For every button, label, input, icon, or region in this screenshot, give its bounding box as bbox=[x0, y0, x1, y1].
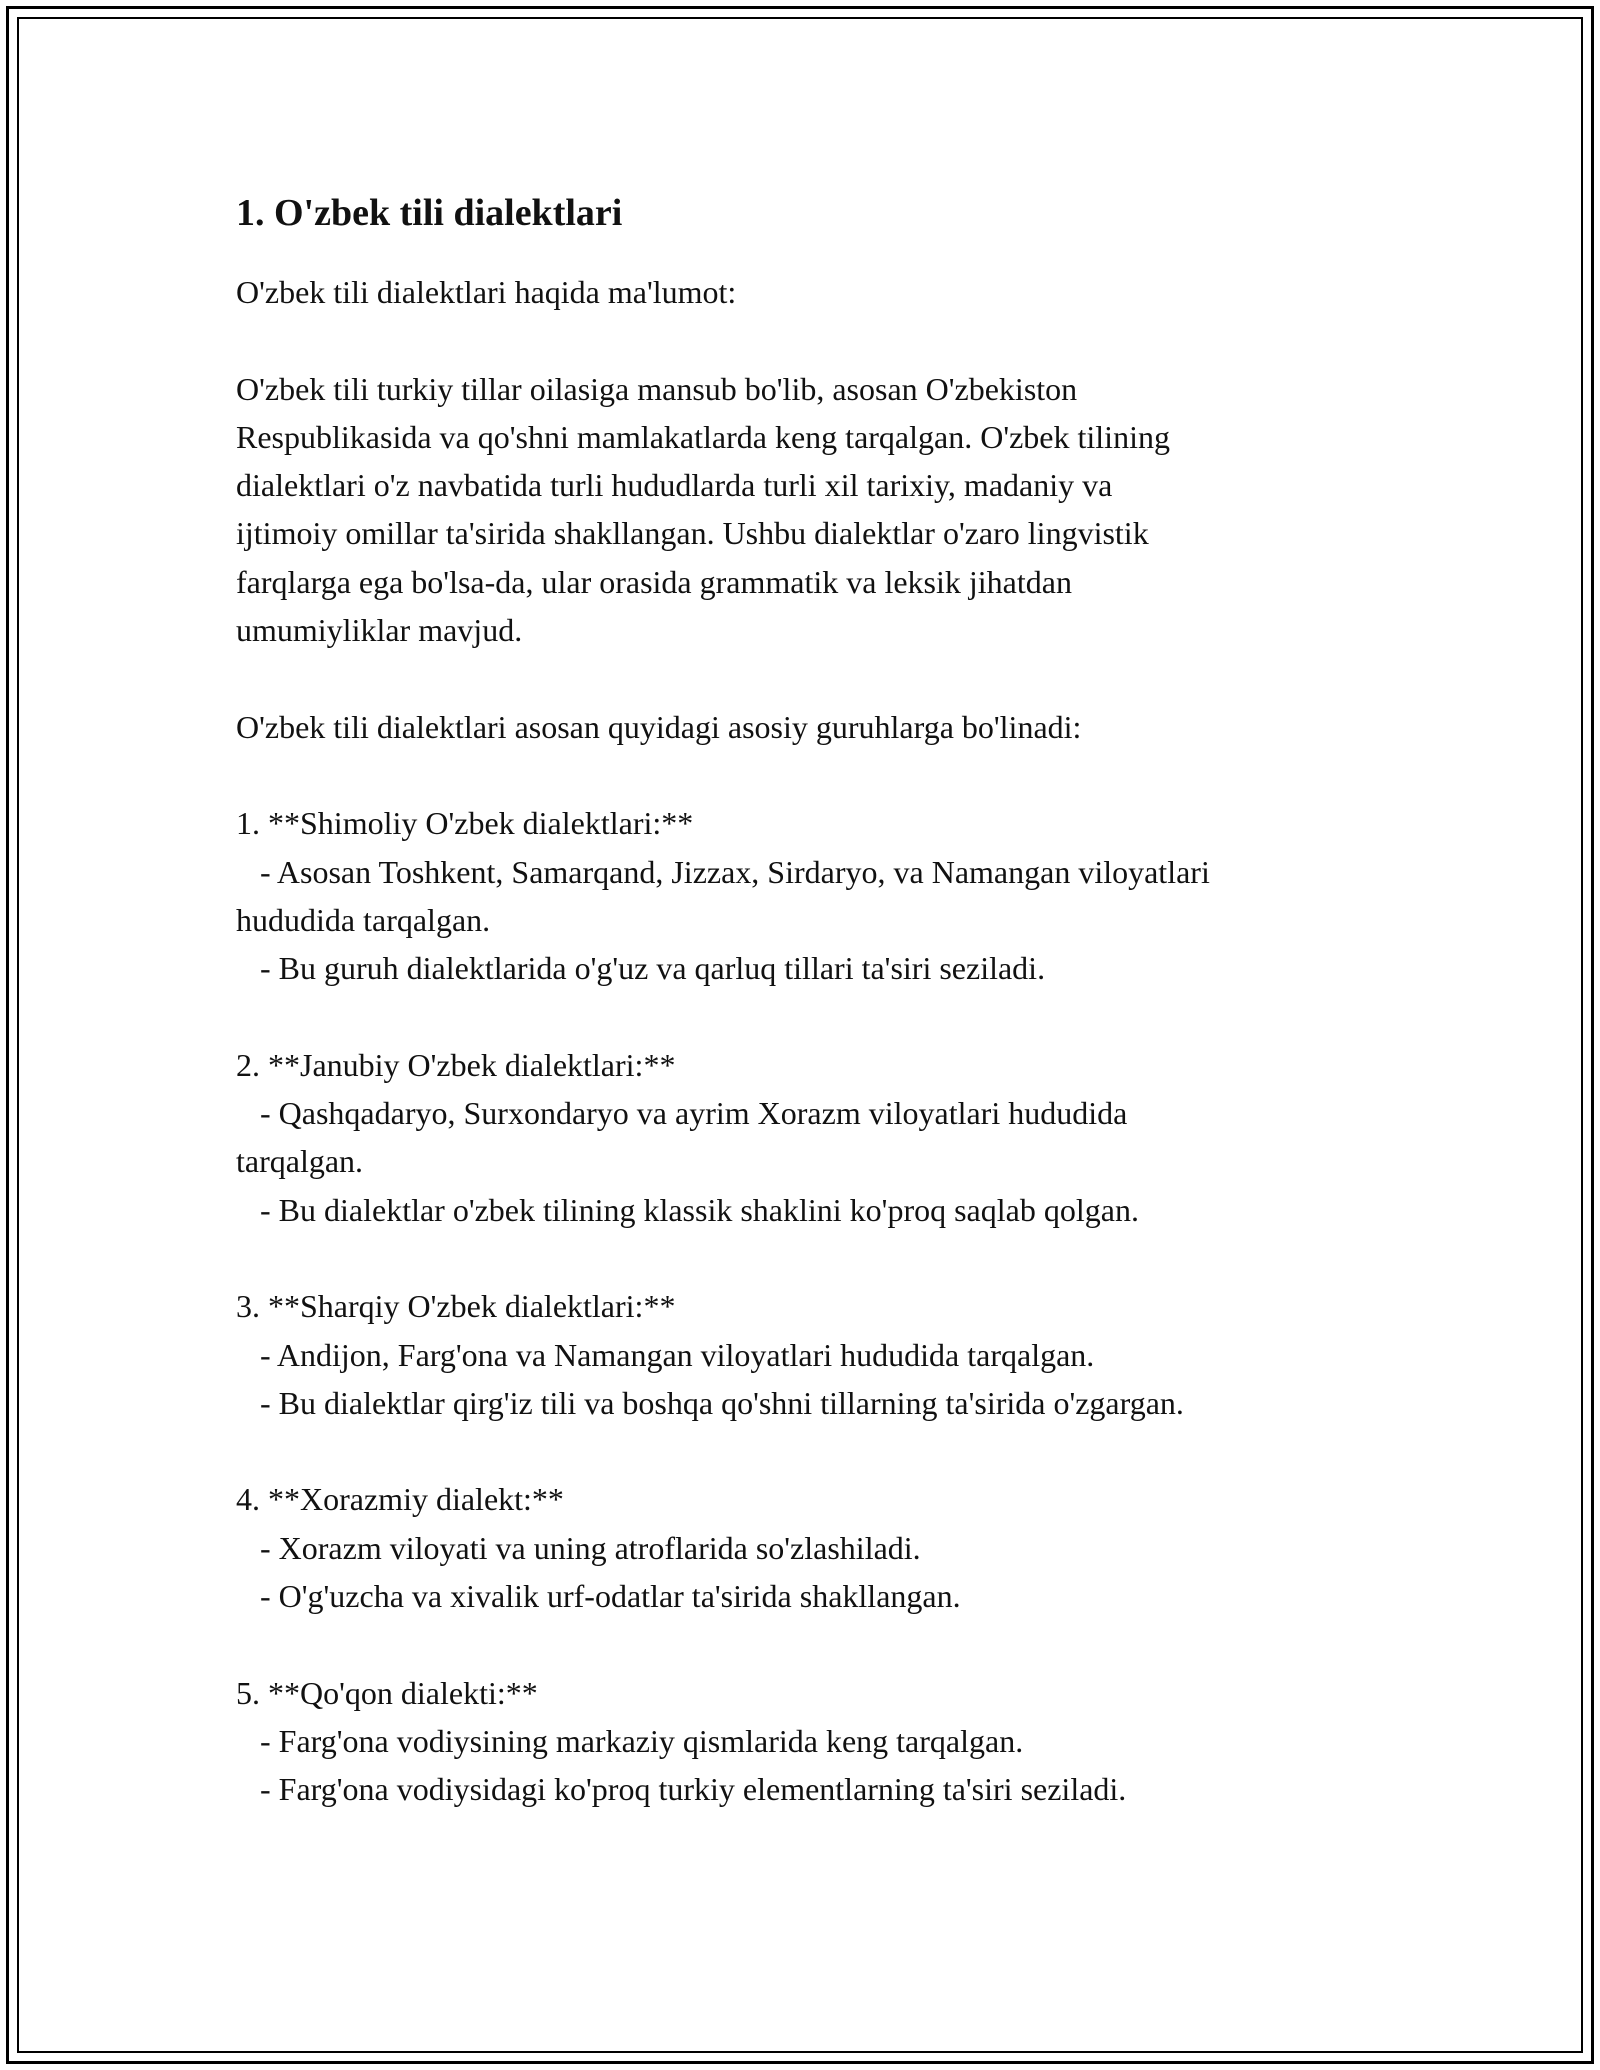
text-line: O'zbek tili dialektlari haqida ma'lumot: bbox=[236, 274, 737, 310]
text-line: O'zbek tili dialektlari asosan quyidagi asosiy guruhlarga bo'linadi: bbox=[236, 708, 1082, 745]
text-line: - Bu dialektlar qirg'iz tili va boshqa qo'shni tillarning ta'sirida o'zgargan. bbox=[236, 1384, 1184, 1421]
text-line: - Xorazm viloyati va uning atroflarida so'zlashiladi. bbox=[236, 1529, 921, 1566]
blank-line bbox=[236, 1620, 1386, 1668]
text-line: farqlarga ega bo'lsa-da, ular orasida grammatik va leksik jihatdan bbox=[236, 563, 1072, 600]
blank-line bbox=[236, 316, 1386, 364]
blank-line bbox=[236, 654, 1386, 702]
text-line: 2. **Janubiy O'zbek dialektlari:** bbox=[236, 1046, 676, 1083]
document-title: 1. O'zbek tili dialektlari bbox=[236, 192, 623, 234]
text-line: 1. **Shimoliy O'zbek dialektlari:** bbox=[236, 805, 694, 842]
text-line: - Bu guruh dialektlarida o'g'uz va qarluq tillari ta'siri seziladi. bbox=[236, 950, 1046, 987]
blank-line bbox=[236, 1234, 1386, 1282]
text-line: - Farg'ona vodiysining markaziy qismlarida keng tarqalgan. bbox=[236, 1722, 1024, 1759]
text-line: - Farg'ona vodiysidagi ko'proq turkiy elementlarning ta'siri seziladi. bbox=[236, 1771, 1127, 1808]
text-line: Respublikasida va qo'shni mamlakatlarda keng tarqalgan. O'zbek tilining bbox=[236, 418, 1170, 455]
blank-line bbox=[236, 1427, 1386, 1475]
blank-line bbox=[236, 992, 1386, 1040]
text-line: - Asosan Toshkent, Samarqand, Jizzax, Sirdaryo, va Namangan viloyatlari bbox=[236, 853, 1210, 890]
text-line: - O'g'uzcha va xivalik urf-odatlar ta'sirida shakllangan. bbox=[236, 1578, 961, 1615]
blank-line bbox=[236, 751, 1386, 799]
text-line: - Qashqadaryo, Surxondaryo va ayrim Xorazm viloyatlari hududida bbox=[236, 1095, 1128, 1132]
text-line: - Andijon, Farg'ona va Namangan viloyatlari hududida tarqalgan. bbox=[236, 1336, 1095, 1373]
text-line: O'zbek tili turkiy tillar oilasiga mansub bo'lib, asosan O'zbekiston bbox=[236, 370, 1078, 407]
text-line: hududida tarqalgan. bbox=[236, 901, 491, 938]
text-line: umumiyliklar mavjud. bbox=[236, 612, 523, 649]
document-text bbox=[236, 268, 1386, 1814]
text-line: dialektlari o'z navbatida turli hududlarda turli xil tarixiy, madaniy va bbox=[236, 467, 1113, 504]
text-line: ijtimoiy omillar ta'sirida shakllangan. Ushbu dialektlar o'zaro lingvistik bbox=[236, 515, 1149, 552]
document-body bbox=[236, 186, 1386, 1814]
text-line: - Bu dialektlar o'zbek tilining klassik shaklini ko'proq saqlab qolgan. bbox=[236, 1191, 1139, 1228]
text-line: 4. **Xorazmiy dialekt:** bbox=[236, 1481, 564, 1518]
text-line: tarqalgan. bbox=[236, 1143, 364, 1180]
text-line: 5. **Qo'qon dialekti:** bbox=[236, 1674, 538, 1711]
text-line: 3. **Sharqiy O'zbek dialektlari:** bbox=[236, 1288, 676, 1325]
